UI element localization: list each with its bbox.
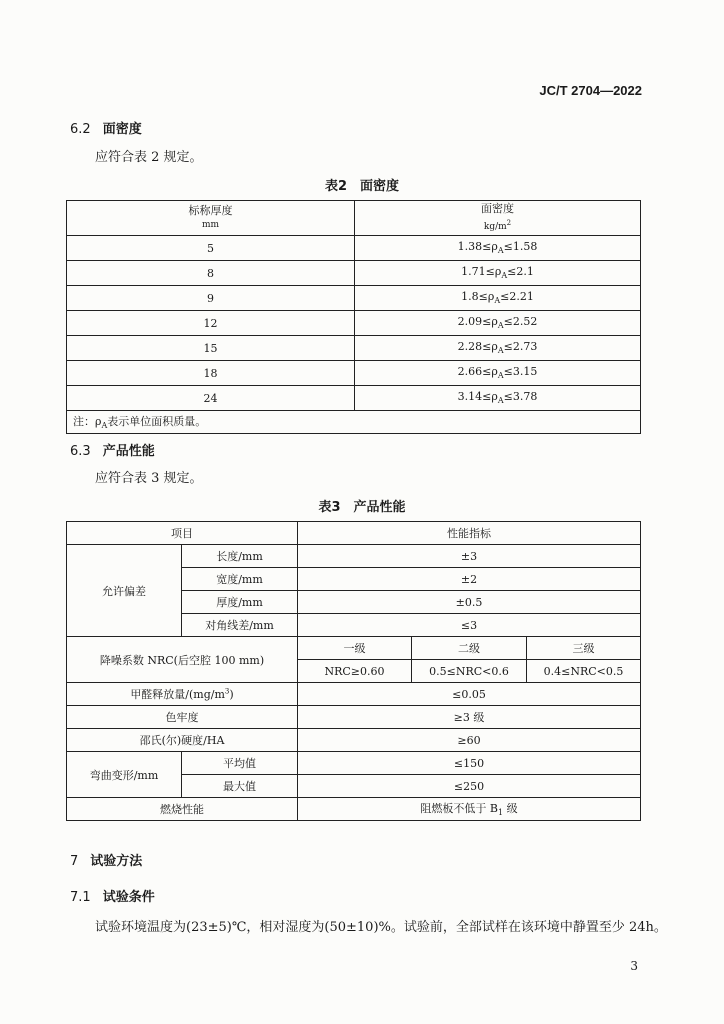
fire-value bbox=[298, 798, 641, 821]
table2-header-density bbox=[355, 201, 641, 236]
table-row bbox=[67, 236, 641, 261]
density-subscript: A bbox=[494, 296, 501, 306]
density-unit-sup: 2 bbox=[506, 219, 512, 227]
density-low: 2.28≤ρ bbox=[457, 340, 498, 354]
density-high: ≤3.15 bbox=[503, 365, 538, 379]
thickness-header-label: 标称厚度 bbox=[188, 204, 233, 217]
density-low: 1.38≤ρ bbox=[457, 240, 498, 254]
table-row bbox=[67, 386, 641, 411]
density-cell bbox=[355, 336, 641, 361]
thickness-cell: 18 bbox=[67, 361, 355, 386]
tolerance-value: ±3 bbox=[298, 545, 641, 568]
table2-caption: 表2 面密度 bbox=[324, 179, 400, 194]
table-row bbox=[67, 798, 641, 821]
nrc-grade-1: 一级 bbox=[298, 637, 412, 660]
table2-note-row bbox=[67, 411, 641, 434]
tolerance-value: ±0.5 bbox=[298, 591, 641, 614]
table-row bbox=[67, 706, 641, 729]
thickness-cell: 15 bbox=[67, 336, 355, 361]
density-high: ≤2.21 bbox=[500, 290, 534, 304]
thickness-cell: 9 bbox=[67, 286, 355, 311]
bending-value: ≤150 bbox=[298, 752, 641, 775]
table3-header-item: 项目 bbox=[67, 522, 298, 545]
section-7-heading bbox=[70, 850, 142, 869]
bending-group-label: 弯曲变形/mm bbox=[67, 752, 182, 798]
table2 bbox=[66, 200, 641, 434]
table-row bbox=[67, 729, 641, 752]
section-7-1-text: 试验环境温度为(23±5)℃，相对湿度为(50±10)%。试验前，全部试样在该环境中静置至少 24h。 bbox=[95, 920, 667, 935]
table-row bbox=[67, 286, 641, 311]
section-6-3-heading bbox=[70, 440, 155, 459]
density-low: 2.09≤ρ bbox=[457, 315, 498, 329]
nrc-value-1: NRC≥0.60 bbox=[298, 660, 412, 683]
note-suffix: 表示单位面积质量。 bbox=[107, 415, 207, 429]
density-high: ≤1.58 bbox=[503, 240, 538, 254]
density-header-unit bbox=[355, 216, 640, 234]
tolerance-value: ±2 bbox=[298, 568, 641, 591]
colorfast-value: ≥3 级 bbox=[298, 706, 641, 729]
tolerance-group-label: 允许偏差 bbox=[67, 545, 182, 637]
section-7-1-heading bbox=[70, 886, 155, 905]
nrc-value-3: 0.4≤NRC<0.5 bbox=[527, 660, 641, 683]
bending-value: ≤250 bbox=[298, 775, 641, 798]
density-high: ≤3.78 bbox=[503, 390, 538, 404]
table-row bbox=[67, 361, 641, 386]
section-6-3-text: 应符合表 3 规定。 bbox=[95, 471, 203, 486]
section-title: 试验方法 bbox=[90, 854, 143, 869]
table-row bbox=[67, 545, 641, 568]
table-row bbox=[67, 261, 641, 286]
standard-code: JC/T 2704—2022 bbox=[539, 83, 642, 98]
formaldehyde-label-base: 甲醛释放量/(mg/m bbox=[130, 688, 225, 701]
density-high: ≤2.1 bbox=[507, 265, 534, 279]
density-subscript: A bbox=[497, 346, 504, 356]
thickness-cell: 12 bbox=[67, 311, 355, 336]
note-prefix: 注：ρ bbox=[73, 415, 102, 429]
table3-header-row bbox=[67, 522, 641, 545]
section-number: 7 bbox=[70, 854, 79, 869]
thickness-cell: 24 bbox=[67, 386, 355, 411]
table-row bbox=[67, 752, 641, 775]
density-low: 1.71≤ρ bbox=[461, 265, 502, 279]
formaldehyde-label-end: ) bbox=[229, 688, 234, 701]
density-high: ≤2.52 bbox=[503, 315, 538, 329]
tolerance-label: 宽度/mm bbox=[182, 568, 298, 591]
table3-caption: 表3 产品性能 bbox=[318, 500, 406, 515]
density-subscript: A bbox=[497, 371, 504, 381]
thickness-cell: 8 bbox=[67, 261, 355, 286]
colorfast-label: 色牢度 bbox=[67, 706, 298, 729]
tolerance-label: 长度/mm bbox=[182, 545, 298, 568]
tolerance-label: 对角线差/mm bbox=[182, 614, 298, 637]
section-title: 面密度 bbox=[102, 122, 142, 137]
density-cell bbox=[355, 386, 641, 411]
density-cell bbox=[355, 286, 641, 311]
density-subscript: A bbox=[501, 271, 508, 281]
density-low: 3.14≤ρ bbox=[457, 390, 498, 404]
table-row bbox=[67, 311, 641, 336]
table2-header-row bbox=[67, 201, 641, 236]
section-6-2-text: 应符合表 2 规定。 bbox=[95, 150, 203, 165]
hardness-label: 邵氏(尔)硬度/HA bbox=[67, 729, 298, 752]
section-title: 试验条件 bbox=[102, 890, 155, 905]
density-low: 2.66≤ρ bbox=[457, 365, 498, 379]
bending-label: 平均值 bbox=[182, 752, 298, 775]
fire-value-sub: 1 bbox=[498, 808, 504, 818]
table-row bbox=[67, 336, 641, 361]
table2-note bbox=[67, 411, 641, 434]
hardness-value: ≥60 bbox=[298, 729, 641, 752]
density-high: ≤2.73 bbox=[503, 340, 538, 354]
section-number: 6.2 bbox=[70, 122, 91, 137]
formaldehyde-value: ≤0.05 bbox=[298, 683, 641, 706]
thickness-cell: 5 bbox=[67, 236, 355, 261]
table3 bbox=[66, 521, 641, 821]
density-low: 1.8≤ρ bbox=[461, 290, 495, 304]
page-number: 3 bbox=[630, 959, 638, 973]
tolerance-value: ≤3 bbox=[298, 614, 641, 637]
formaldehyde-label-sup: 3 bbox=[224, 687, 230, 696]
section-number: 6.3 bbox=[70, 444, 91, 459]
density-cell bbox=[355, 311, 641, 336]
density-subscript: A bbox=[497, 321, 504, 331]
nrc-grade-3: 三级 bbox=[527, 637, 641, 660]
density-unit-base: kg/m bbox=[483, 222, 507, 232]
thickness-header-unit: mm bbox=[201, 220, 220, 230]
note-subscript: A bbox=[101, 421, 108, 431]
tolerance-label: 厚度/mm bbox=[182, 591, 298, 614]
table2-header-thickness bbox=[67, 201, 355, 236]
section-number: 7.1 bbox=[70, 890, 91, 905]
density-header-label: 面密度 bbox=[481, 202, 514, 215]
nrc-value-2: 0.5≤NRC<0.6 bbox=[412, 660, 527, 683]
nrc-label: 降噪系数 NRC(后空腔 100 mm) bbox=[67, 637, 298, 683]
fire-value-prefix: 阻燃板不低于 B bbox=[420, 802, 498, 816]
section-6-2-heading bbox=[70, 118, 142, 137]
density-subscript: A bbox=[497, 396, 504, 406]
nrc-grade-2: 二级 bbox=[412, 637, 527, 660]
density-subscript: A bbox=[497, 246, 504, 256]
table3-header-spec: 性能指标 bbox=[298, 522, 641, 545]
density-cell bbox=[355, 361, 641, 386]
fire-value-suffix: 级 bbox=[503, 802, 518, 816]
bending-label: 最大值 bbox=[182, 775, 298, 798]
section-title: 产品性能 bbox=[102, 444, 155, 459]
density-cell bbox=[355, 236, 641, 261]
formaldehyde-label bbox=[67, 683, 298, 706]
table-row bbox=[67, 683, 641, 706]
density-cell bbox=[355, 261, 641, 286]
table-row bbox=[67, 637, 641, 660]
fire-label: 燃烧性能 bbox=[67, 798, 298, 821]
